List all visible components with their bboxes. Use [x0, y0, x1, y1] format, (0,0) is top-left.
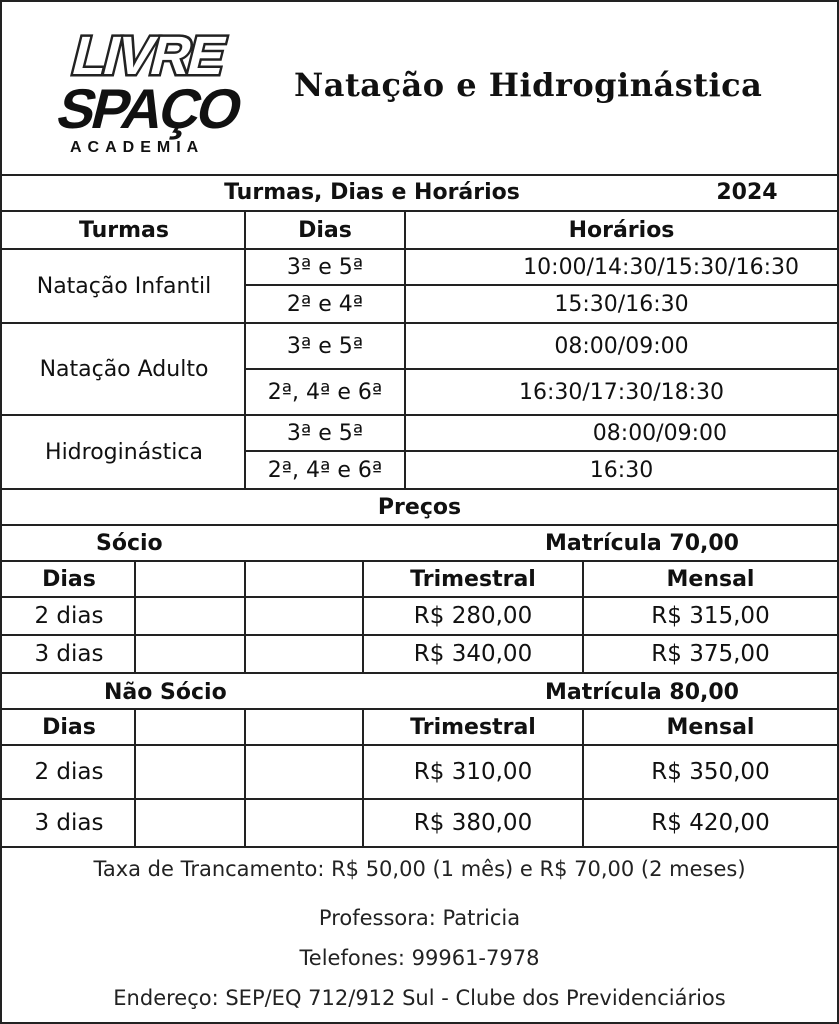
header — [2, 2, 837, 176]
horarios-cell: 08:00/09:00 — [592, 420, 727, 446]
logo-livre-text: LIVRE — [66, 24, 231, 86]
telefones: Telefones: 99961-7978 — [299, 946, 540, 970]
price-dias: 3 dias — [34, 810, 104, 836]
schedule-year: 2024 — [716, 179, 778, 205]
dias-cell: 3ª e 5ª — [286, 333, 364, 359]
col-trimestral-header: Trimestral — [410, 566, 536, 592]
logo-spaco-text: SPAÇO — [50, 78, 247, 141]
nao-socio-label: Não Sócio — [104, 679, 227, 705]
col-dias-header: Dias — [42, 714, 96, 740]
horarios-cell: 08:00/09:00 — [554, 333, 689, 359]
price-mensal: R$ 420,00 — [651, 810, 770, 836]
dias-cell: 3ª e 5ª — [286, 420, 364, 446]
schedule-group-infantil — [2, 250, 837, 324]
table-row — [2, 746, 837, 800]
schedule-title-row — [2, 174, 837, 212]
turma-label: Natação Adulto — [39, 356, 209, 382]
professora: Professora: Patricia — [318, 906, 521, 930]
logo-academia-text: ACADEMIA — [70, 139, 205, 156]
price-dias: 3 dias — [34, 641, 104, 667]
dias-cell: 3ª e 5ª — [286, 254, 364, 280]
price-mensal: R$ 315,00 — [651, 603, 770, 629]
turma-label: Hidroginástica — [45, 439, 203, 465]
price-trimestral: R$ 310,00 — [413, 759, 533, 785]
turma-label: Natação Infantil — [36, 273, 212, 299]
dias-cell: 2ª, 4ª e 6ª — [267, 379, 383, 405]
dias-cell: 2ª e 4ª — [286, 291, 364, 317]
prices-title-row — [2, 490, 837, 526]
nao-socio-label-row — [2, 674, 837, 710]
price-dias: 2 dias — [34, 759, 104, 785]
schedule-title: Turmas, Dias e Horários — [224, 179, 520, 205]
col-horarios-header: Horários — [568, 217, 675, 243]
socio-header-row — [2, 562, 837, 598]
col-trimestral-header: Trimestral — [410, 714, 536, 740]
schedule-group-hidro — [2, 416, 837, 490]
table-row — [2, 800, 837, 848]
table-row — [2, 636, 837, 674]
col-turmas-header: Turmas — [79, 217, 169, 243]
schedule-group-adulto — [2, 324, 837, 416]
taxa-trancamento: Taxa de Trancamento: R$ 50,00 (1 mês) e R$ 70,00 (2 meses) — [93, 857, 746, 881]
nao-socio-matricula: Matrícula 80,00 — [545, 679, 739, 705]
table-row — [2, 598, 837, 636]
col-dias-header: Dias — [298, 217, 352, 243]
socio-label: Sócio — [96, 530, 163, 556]
horarios-cell: 16:30/17:30/18:30 — [518, 379, 725, 405]
col-mensal-header: Mensal — [666, 714, 755, 740]
horarios-cell: 16:30 — [589, 457, 654, 483]
endereco: Endereço: SEP/EQ 712/912 Sul - Clube dos Previdenciários — [113, 986, 726, 1010]
socio-matricula: Matrícula 70,00 — [545, 530, 739, 556]
livre-spaco-logo — [48, 24, 248, 158]
price-dias: 2 dias — [34, 603, 104, 629]
horarios-cell: 10:00/14:30/15:30/16:30 — [523, 254, 799, 280]
page-title: Natação e Hidroginástica — [294, 66, 763, 104]
horarios-cell: 15:30/16:30 — [554, 291, 689, 317]
col-mensal-header: Mensal — [666, 566, 755, 592]
schedule-header-row — [2, 212, 837, 250]
socio-label-row — [2, 526, 837, 562]
price-trimestral: R$ 280,00 — [413, 603, 533, 629]
prices-title: Preços — [377, 494, 462, 520]
price-mensal: R$ 350,00 — [651, 759, 770, 785]
nao-socio-header-row — [2, 708, 837, 746]
price-mensal: R$ 375,00 — [651, 641, 770, 667]
col-dias-header: Dias — [42, 566, 96, 592]
dias-cell: 2ª, 4ª e 6ª — [267, 457, 383, 483]
price-trimestral: R$ 340,00 — [413, 641, 533, 667]
price-trimestral: R$ 380,00 — [413, 810, 533, 836]
